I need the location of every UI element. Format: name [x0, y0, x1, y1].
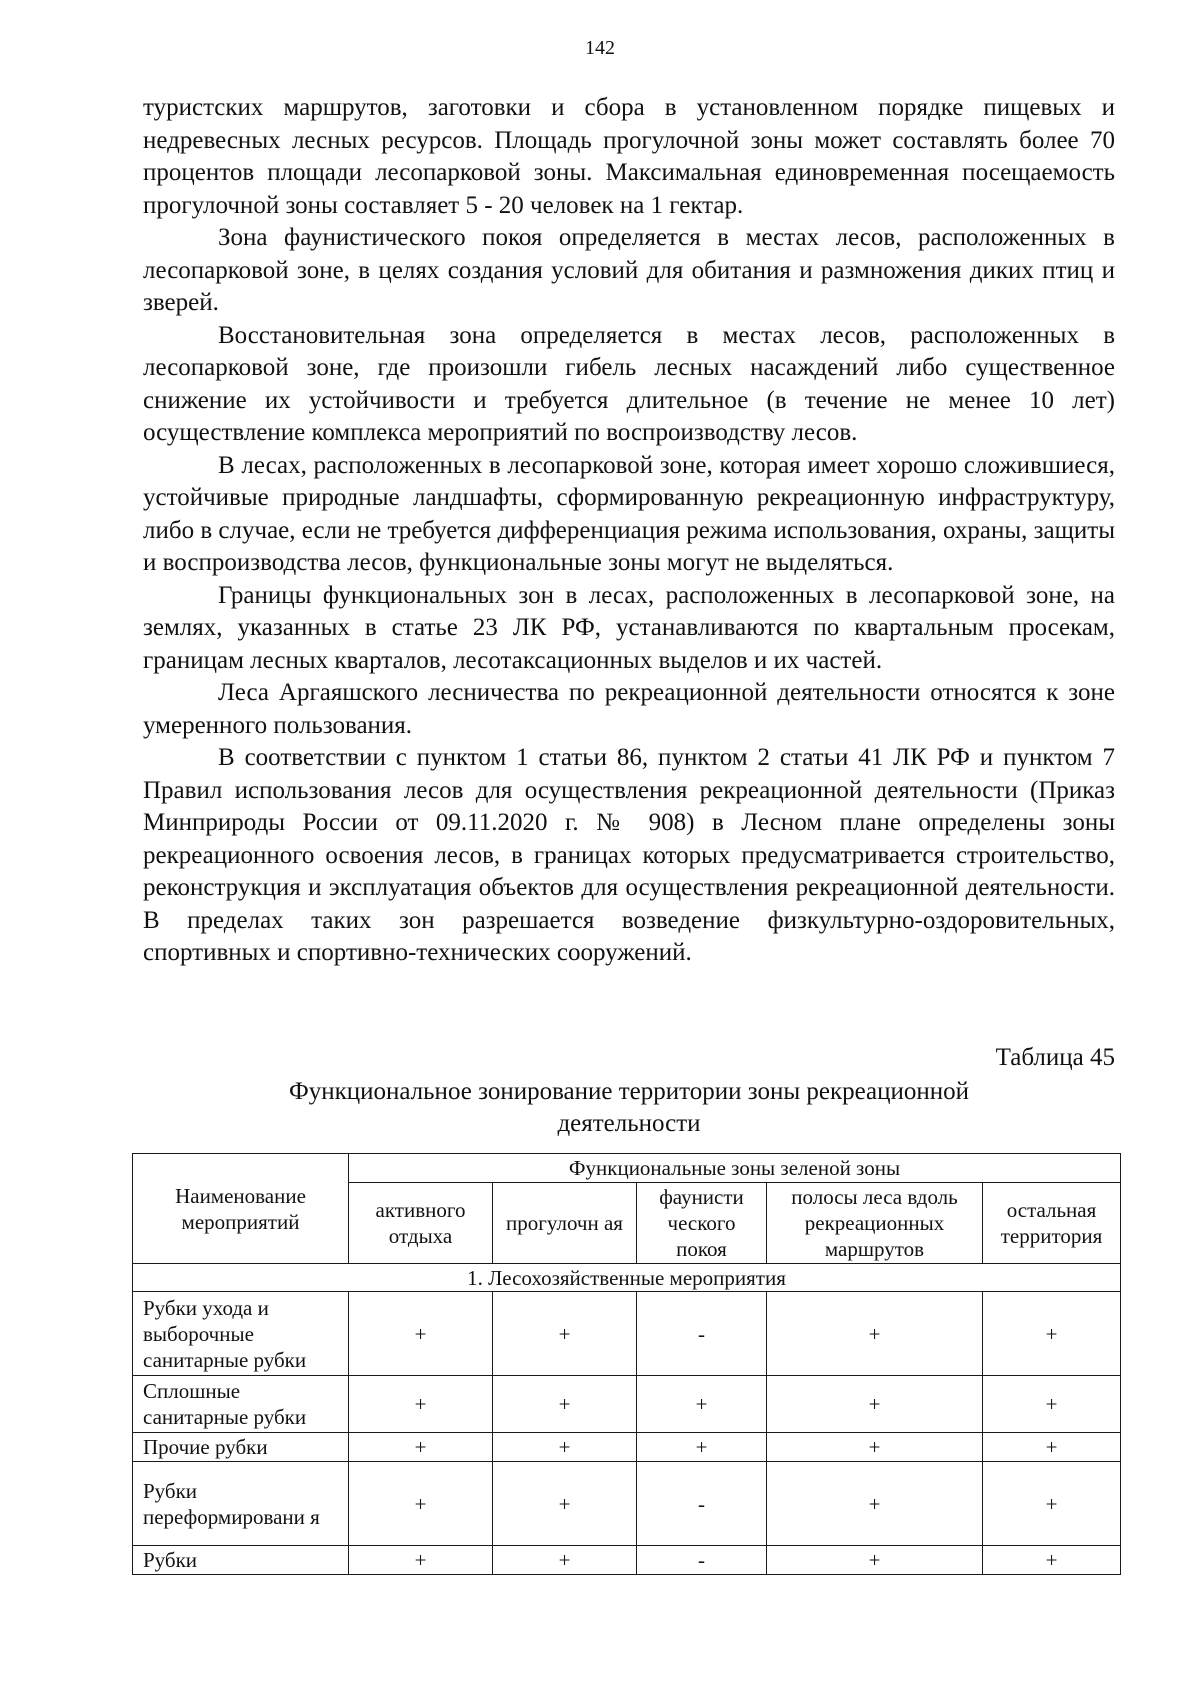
row-name: Рубки [133, 1546, 349, 1575]
row-mark: + [349, 1376, 493, 1433]
table-caption: Таблица 45 [995, 1044, 1115, 1071]
row-mark: + [349, 1433, 493, 1462]
table-row [133, 1433, 1121, 1462]
row-mark: + [349, 1292, 493, 1376]
paragraph: туристских маршрутов, заготовки и сбора в установленном порядке пищевых и недревесных лесных ресурсов. Площадь прогулочной зоны может составлять более 70 процентов площади лесопарковой зоны. Максимальная единовременная посещаемость прогулочной зоны составляет 5 - 20 человек на 1 гектар. [143, 94, 1115, 219]
row-mark: + [983, 1433, 1121, 1462]
table-title-line: деятельности [557, 1110, 701, 1137]
paragraph: Границы функциональных зон в лесах, расположенных в лесопарковой зоне, на землях, указанных в статье 23 ЛК РФ, устанавливаются по квартальным просекам, границам лесных кварталов, лесотаксационных выделов и их частей. [143, 581, 1115, 674]
row-mark: + [493, 1376, 637, 1433]
paragraph: В лесах, расположенных в лесопарковой зоне, которая имеет хорошо сложившиеся, устойчивые природные ландшафты, сформированную рекреационную инфраструктуру, либо в случае, если не требуется дифференциация режима использования, охраны, защиты и воспроизводства лесов, функциональные зоны могут не выделяться. [143, 451, 1115, 576]
row-mark: + [983, 1292, 1121, 1376]
table-row [133, 1546, 1121, 1575]
header-zone: активного отдыха [349, 1183, 493, 1264]
header-name-column: Наименование мероприятий [133, 1154, 349, 1264]
table-title-line: Функциональное зонирование территории зоны рекреационной [288, 1078, 970, 1105]
row-name: Сплошные санитарные рубки [133, 1376, 349, 1433]
paragraph: В соответствии с пунктом 1 статьи 86, пунктом 2 статьи 41 ЛК РФ и пунктом 7 Правил использования лесов для осуществления рекреационной деятельности (Приказ Минприроды России от 09.11.2020 г. № 908) в Лесном плане определены зоны рекреационного освоения лесов, в границах которых предусматривается строительство, реконструкция и эксплуатация объектов для осуществления рекреационной деятельности. В пределах таких зон разрешается возведение физкультурно-оздоровительных, спортивных и спортивно-технических сооружений. [143, 744, 1115, 966]
row-mark: + [493, 1546, 637, 1575]
row-mark: + [637, 1376, 767, 1433]
functional-zoning-table [132, 1153, 1121, 1575]
row-mark: + [637, 1433, 767, 1462]
table-row [133, 1376, 1121, 1433]
row-name: Прочие рубки [133, 1433, 349, 1462]
row-mark: - [637, 1546, 767, 1575]
table-row [133, 1462, 1121, 1546]
header-zone: прогулочн ая [493, 1183, 637, 1264]
table-section-title: 1. Лесохозяйственные мероприятия [133, 1264, 1121, 1292]
row-mark: + [767, 1433, 983, 1462]
page-number: 142 [585, 37, 615, 59]
paragraph: Восстановительная зона определяется в местах лесов, расположенных в лесопарковой зоне, где произошли гибель лесных насаждений либо существенное снижение их устойчивости и требуется длительное (в течение не менее 10 лет) осуществление комплекса мероприятий по воспроизводству лесов. [143, 321, 1115, 446]
row-mark: + [493, 1292, 637, 1376]
row-mark: + [493, 1433, 637, 1462]
row-name: Рубки ухода и выборочные санитарные рубки [133, 1292, 349, 1376]
row-mark: + [983, 1546, 1121, 1575]
row-mark: + [349, 1462, 493, 1546]
header-zone: фаунисти ческого покоя [637, 1183, 767, 1264]
header-zone-group: Функциональные зоны зеленой зоны [349, 1154, 1121, 1183]
paragraph: Зона фаунистического покоя определяется в местах лесов, расположенных в лесопарковой зоне, в целях создания условий для обитания и размножения диких птиц и зверей. [143, 224, 1115, 316]
header-zone: остальная территория [983, 1183, 1121, 1264]
body-text [143, 92, 1115, 970]
row-mark: + [493, 1462, 637, 1546]
row-mark: + [767, 1292, 983, 1376]
row-mark: + [767, 1462, 983, 1546]
row-mark: - [637, 1292, 767, 1376]
row-mark: + [983, 1376, 1121, 1433]
row-mark: + [767, 1376, 983, 1433]
table-row [133, 1292, 1121, 1376]
row-mark: + [983, 1462, 1121, 1546]
row-mark: - [637, 1462, 767, 1546]
row-mark: + [767, 1546, 983, 1575]
row-mark: + [349, 1546, 493, 1575]
table-title [143, 1076, 1115, 1140]
row-name: Рубки переформировани я [133, 1462, 349, 1546]
paragraph: Леса Аргаяшского лесничества по рекреационной деятельности относятся к зоне умеренного пользования. [143, 679, 1115, 739]
header-zone: полосы леса вдоль рекреационных маршрутов [767, 1183, 983, 1264]
